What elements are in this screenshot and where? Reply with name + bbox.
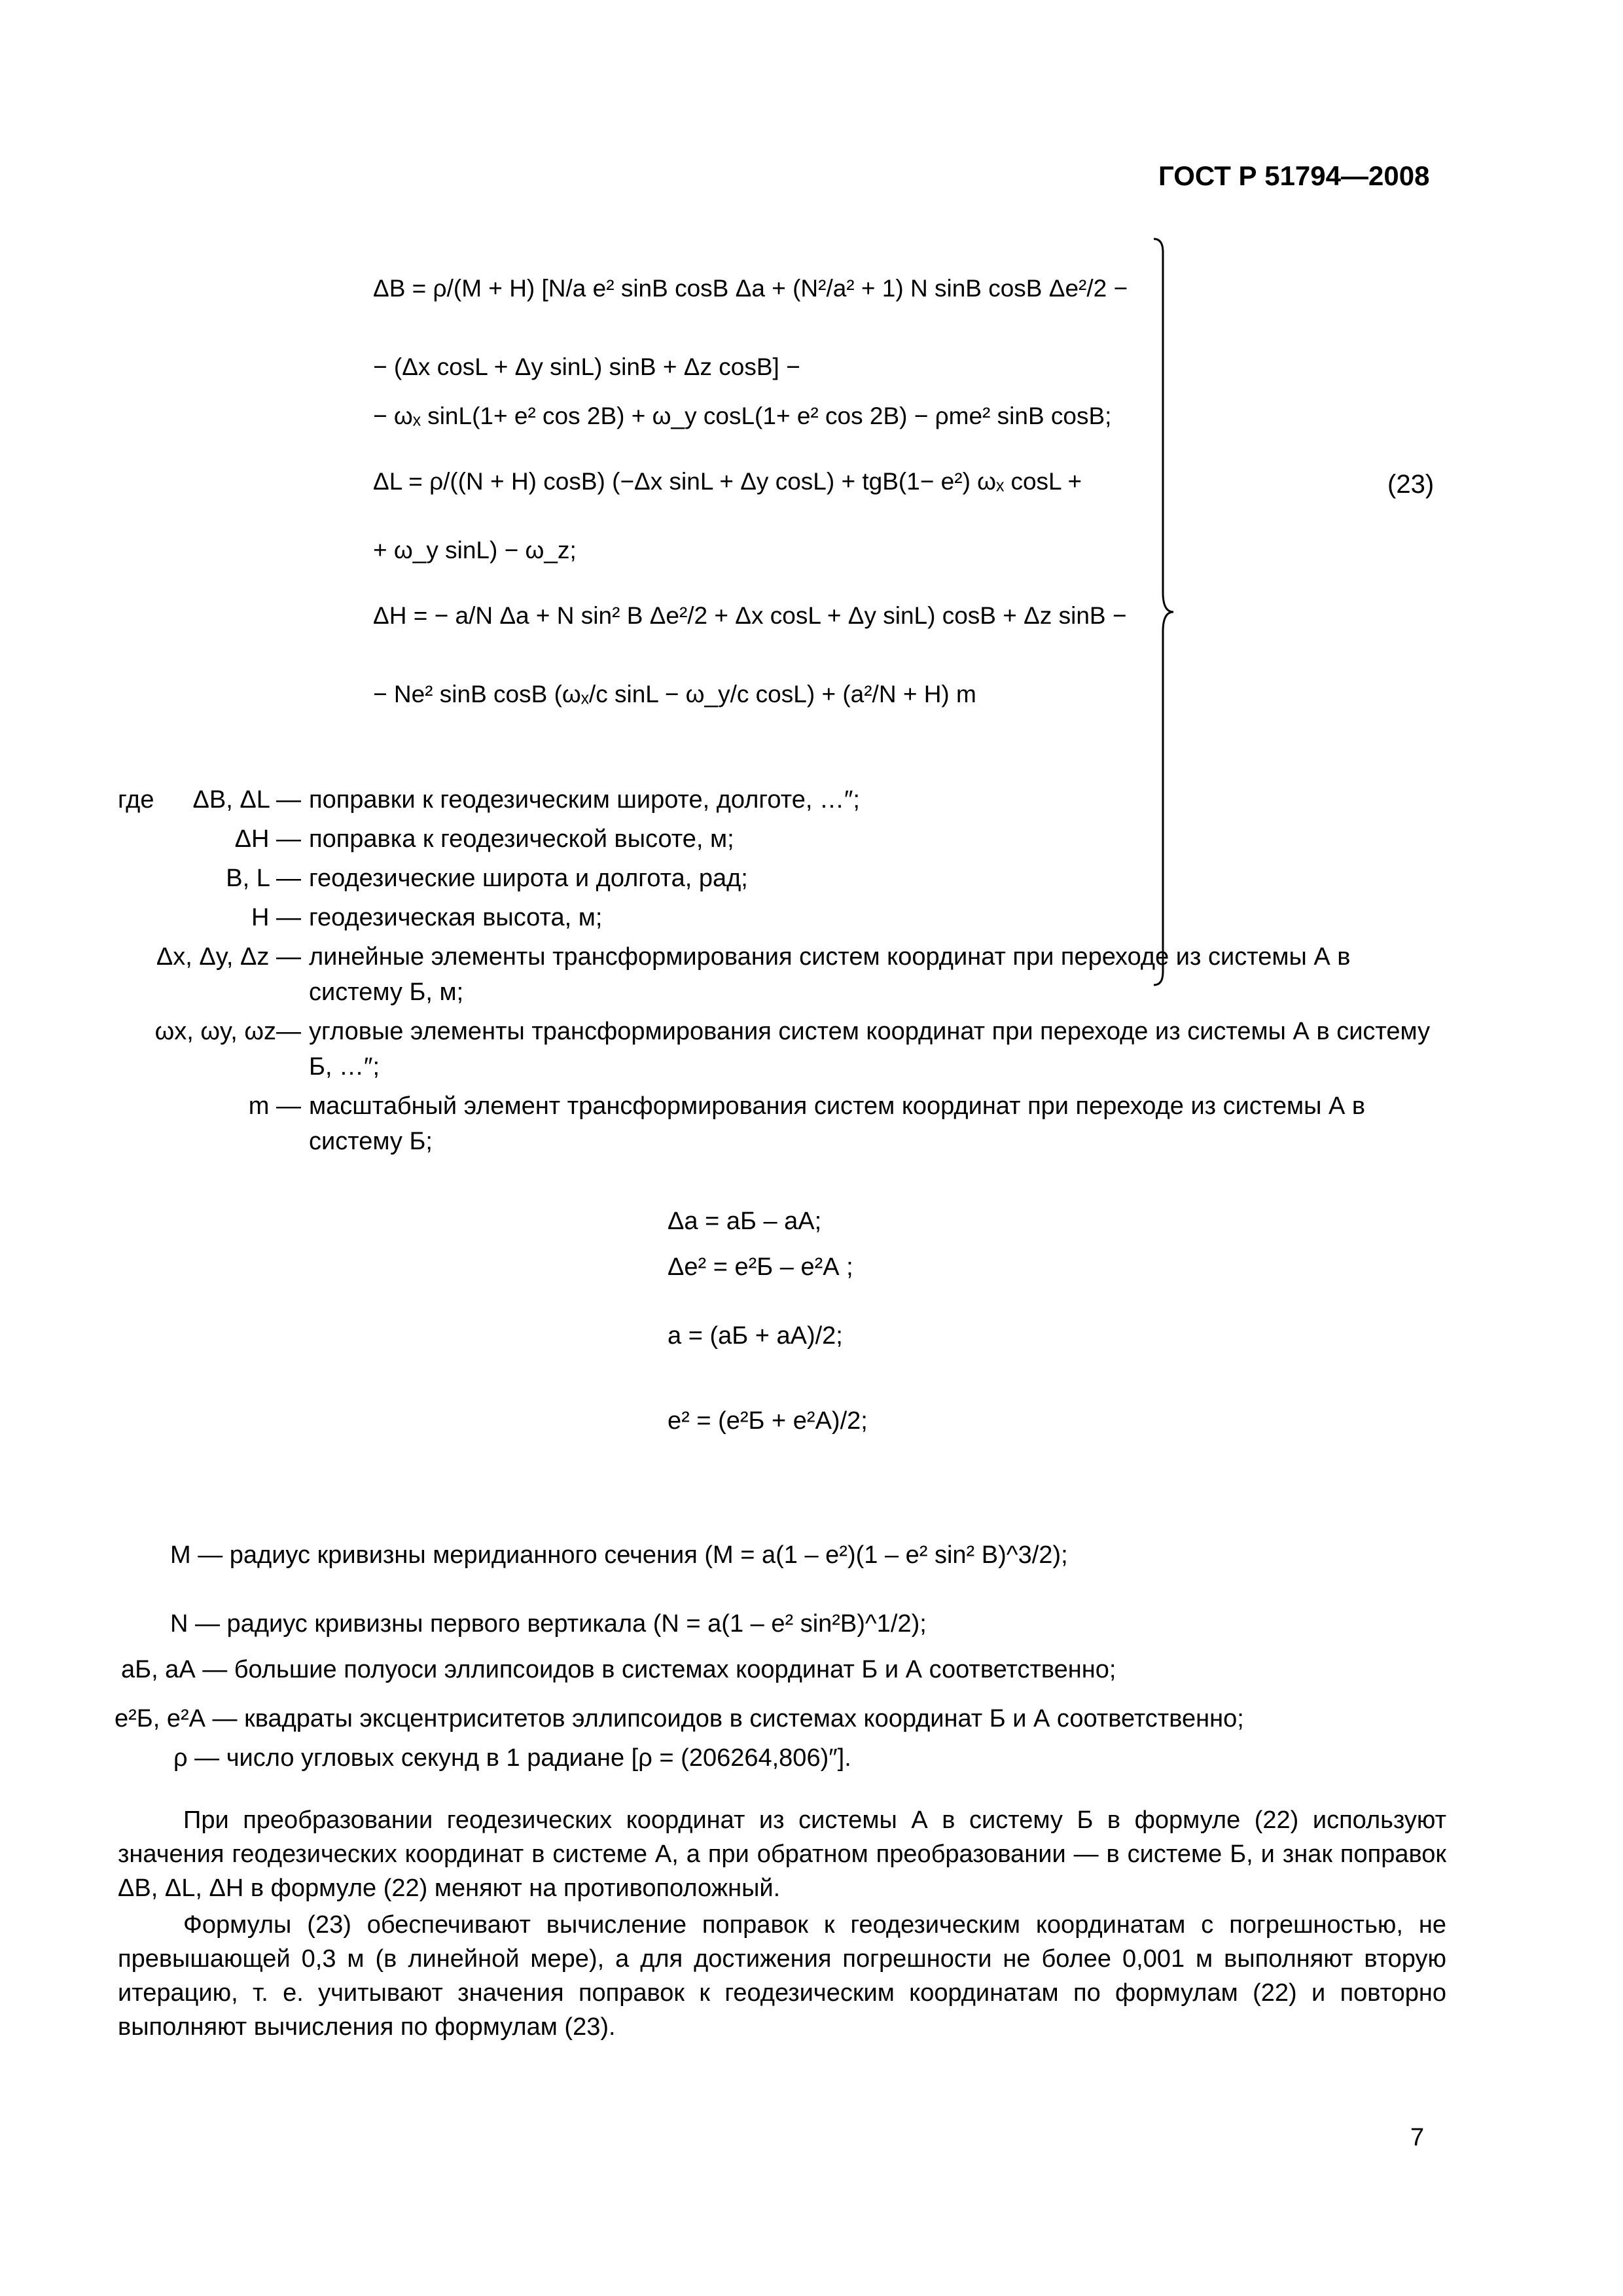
equation-number: (23): [1387, 470, 1435, 499]
equation-line: + ω_y sinL) − ω_z;: [373, 537, 577, 564]
formula-delta-e2: Δe² = e²Б – e²А ;: [668, 1253, 853, 1281]
definition-text: поправка к геодезической высоте, м;: [309, 825, 734, 853]
equation-line: ΔL = ρ/((N + H) cosB) (−Δx sinL + Δy cosL) + tgB(1− e²) ωₓ cosL +: [373, 468, 1082, 495]
formula-a-mean: a = (aБ + aА)/2;: [668, 1322, 843, 1350]
definition-term: H —: [251, 904, 301, 931]
document-header: ГОСТ Р 51794—2008: [1158, 160, 1430, 191]
definitions-list: [118, 782, 1446, 1163]
definition-text: масштабный элемент трансформирования систем координат при переходе из системы А в систему Б;: [309, 1092, 1366, 1155]
paragraph: Формулы (23) обеспечивают вычисление поправок к геодезическим координатам с погрешностью, не превышающей 0,3 м (в линейной мере), а для достижения погрешности не более 0,001 м выполняют вторую итерацию, т. е. учитывают значения поправок к геодезическим координатам по формулам (22) и повторно выполняют вычисления по формулам (23).: [118, 1911, 1446, 2041]
definition-row: [118, 782, 1446, 817]
definition-text: поправки к геодезическим широте, долготе, …″;: [309, 786, 860, 814]
param-M: M — радиус кривизны меридианного сечения (M = a(1 – e²)(1 – e² sin² B)^3/2);: [170, 1541, 1068, 1569]
equation-line: − Ne² sinB cosB (ωₓ/c sinL − ω_y/c cosL) + (a²/N + H) m: [373, 681, 976, 708]
definition-row: [118, 900, 1446, 935]
definition-text: угловые элементы трансформирования систем координат при переходе из системы А в систему Б, …″;: [309, 1018, 1431, 1081]
definition-row: [118, 1088, 1446, 1159]
definition-text: геодезическая высота, м;: [309, 904, 603, 931]
definition-row: [118, 821, 1446, 857]
definition-row: [118, 939, 1446, 1010]
definition-text: линейные элементы трансформирования систем координат при переходе из системы А в систему Б, м;: [309, 943, 1351, 1006]
param-N: N — радиус кривизны первого вертикала (N = a(1 – e² sin²B)^1/2);: [170, 1610, 927, 1638]
param-semi-axes: aБ, aА — большие полуоси эллипсоидов в системах координат Б и А соответственно;: [121, 1656, 1116, 1683]
equation-line: ΔH = − a/N Δa + N sin² B Δe²/2 + Δx cosL + Δy sinL) cosB + Δz sinB −: [373, 602, 1127, 629]
equation-line: ΔB = ρ/(M + H) [N/a e² sinB cosB Δa + (N²/a² + 1) N sinB cosB Δe²/2 −: [373, 275, 1128, 302]
definition-term: m —: [248, 1092, 301, 1120]
definition-term: ωx, ωy, ωz—: [154, 1018, 301, 1045]
definition-row: [118, 1014, 1446, 1085]
param-eccentricity: e²Б, e²А — квадраты эксцентриситетов эллипсоидов в системах координат Б и А соответственно;: [115, 1705, 1244, 1732]
formula-e2-mean: e² = (e²Б + e²А)/2;: [668, 1407, 868, 1435]
formula-delta-a: Δa = aБ – aА;: [668, 1208, 822, 1235]
paragraph: При преобразовании геодезических координат из системы А в систему Б в формуле (22) используют значения геодезических координат в системе А, а при обратном преобразовании — в системе Б, и знак поправок ΔB, ΔL, ΔH в формуле (22) меняют на противоположный.: [118, 1806, 1446, 1902]
equation-line: − ωₓ sinL(1+ e² cos 2B) + ω_y cosL(1+ e² cos 2B) − ρme² sinB cosB;: [373, 403, 1112, 429]
definition-text: геодезические широта и долгота, рад;: [309, 865, 748, 892]
definition-row: [118, 861, 1446, 896]
definition-term: Δx, Δy, Δz —: [156, 943, 301, 971]
equation-line: − (Δx cosL + Δy sinL) sinB + Δz cosB] −: [373, 353, 800, 380]
definition-term: ΔB, ΔL —: [192, 786, 301, 814]
definitions-intro: где: [118, 786, 154, 814]
page-number: 7: [1410, 2124, 1425, 2151]
definition-term: ΔH —: [234, 825, 301, 853]
definition-term: B, L —: [226, 865, 301, 892]
param-rho: ρ — число угловых секунд в 1 радиане [ρ = (206264,806)″].: [173, 1744, 851, 1772]
